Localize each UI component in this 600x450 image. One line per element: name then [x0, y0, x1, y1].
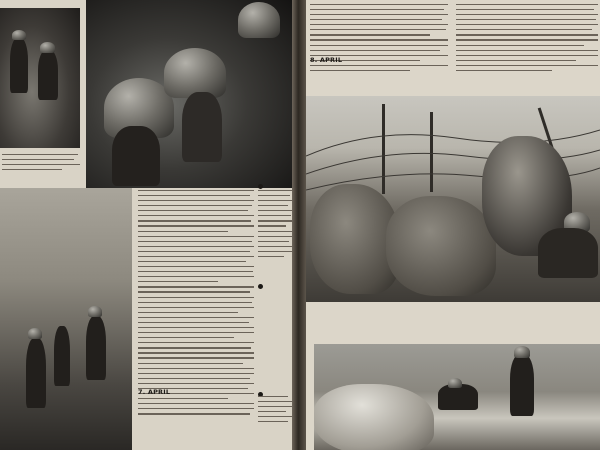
date-heading-right: 8. APRIL [310, 56, 343, 64]
photo-snow-soldiers [314, 344, 600, 450]
bullet-icon [258, 284, 263, 289]
date-heading-left: 7. APRIL [138, 388, 171, 396]
article-text-right-2 [456, 0, 600, 92]
caption-bottom-right [258, 392, 294, 448]
photo-barbed-wire [306, 96, 600, 302]
article-text-right [310, 0, 450, 92]
photo-soldiers-helmets [86, 0, 292, 188]
photo-smoke-march [0, 188, 132, 450]
bullet-icon [258, 184, 263, 189]
spine-gutter [292, 0, 306, 450]
caption-left-top [2, 150, 82, 184]
photo-top-left [0, 8, 80, 148]
article-text-left [138, 186, 256, 446]
